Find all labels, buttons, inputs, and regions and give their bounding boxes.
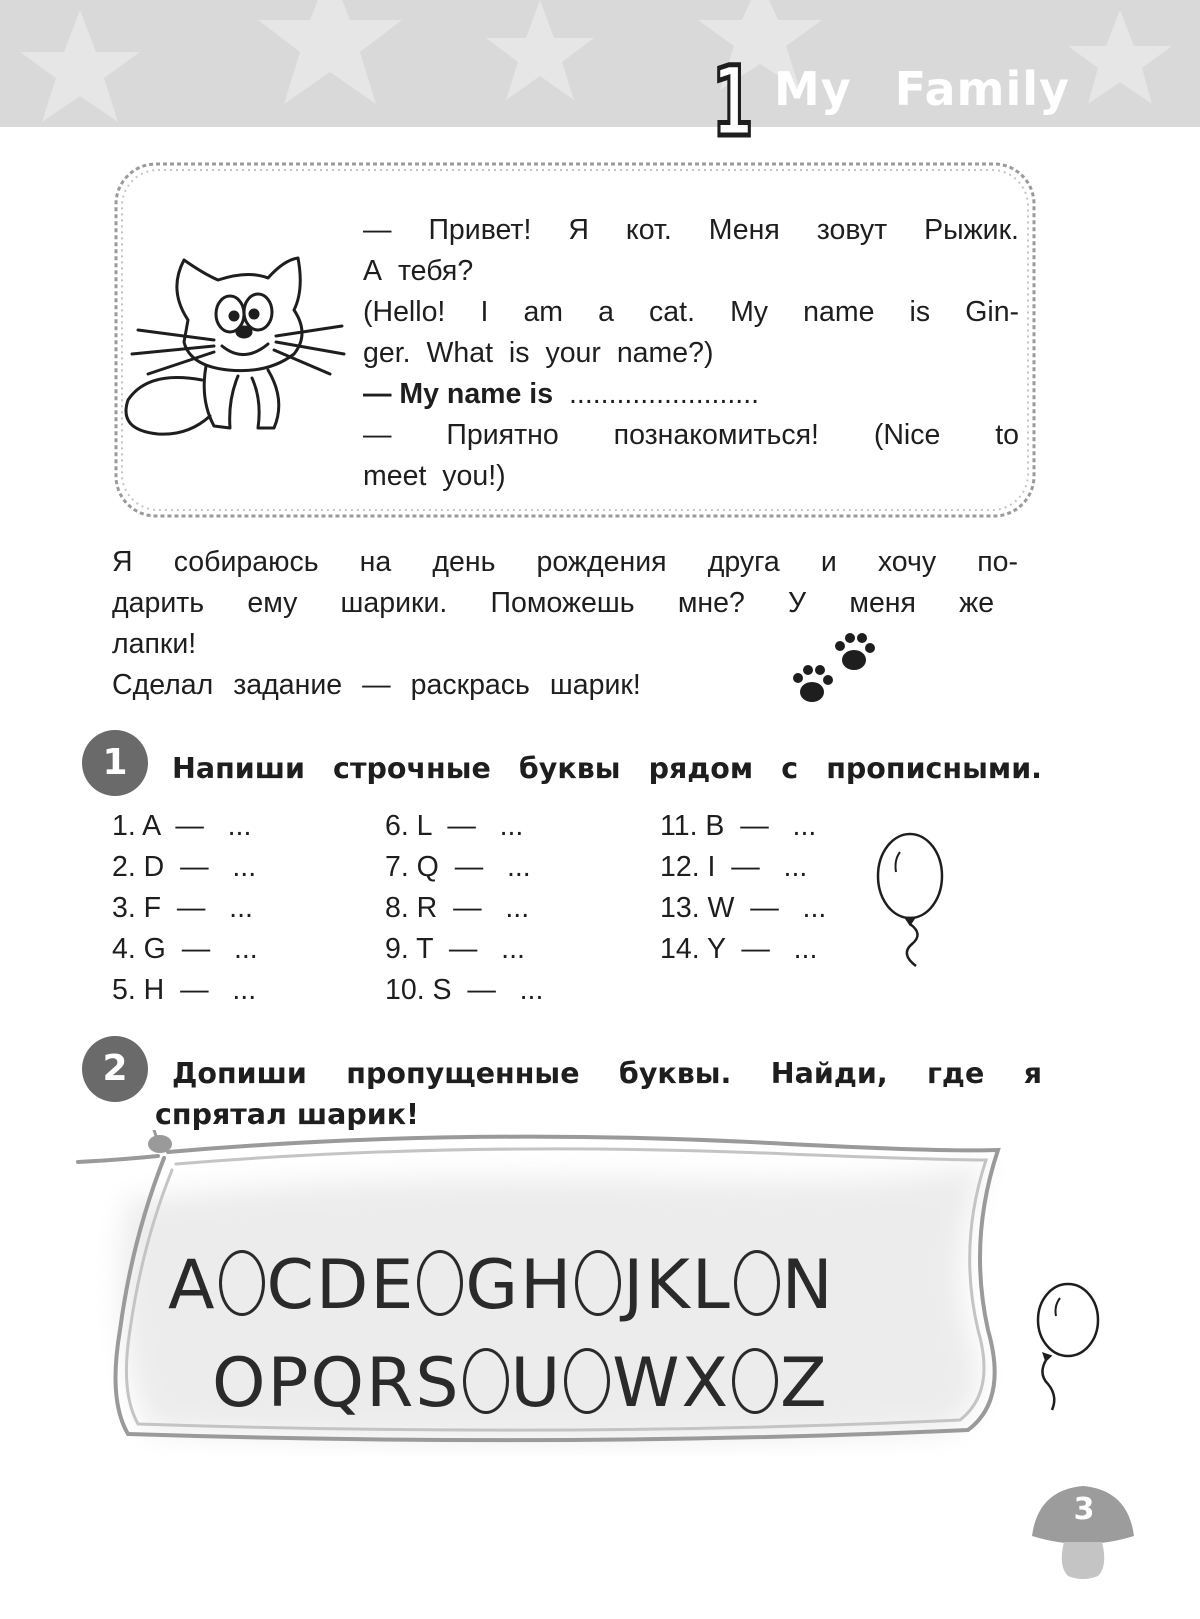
dialog-line-5 [363, 374, 1019, 415]
intro-word: У [788, 587, 807, 619]
heading-word: Допиши [172, 1057, 307, 1090]
page-number: 3 [1073, 1492, 1095, 1527]
dialog-word: My [730, 296, 769, 328]
alphabet-letter: Z [780, 1344, 829, 1423]
letter-pair-row: 8. R — ... [385, 892, 530, 924]
intro-word: ему [247, 587, 298, 619]
dialog-word: cat. [649, 296, 695, 328]
alphabet-letter: A [168, 1246, 217, 1325]
intro-word: и [820, 546, 837, 578]
intro-word: же [959, 587, 995, 619]
dialog-word: a [598, 296, 614, 328]
dialog-answer-blank[interactable]: ........................ [569, 378, 760, 410]
dialog-word: кот. [625, 214, 672, 246]
letter-pair-row: 3. F — ... [112, 892, 253, 924]
dialog-word: is [508, 337, 530, 369]
letters-column-2 [385, 806, 543, 1011]
missing-letter-slot[interactable] [219, 1250, 265, 1316]
alphabet-row-2 [212, 1344, 829, 1423]
dialog-word: Я [568, 214, 589, 246]
dialog-word: I [480, 296, 489, 328]
alphabet-letter: E [370, 1246, 416, 1325]
alphabet-row-1 [168, 1246, 835, 1325]
letter-pair-row: 14. Y — ... [660, 933, 818, 965]
task-2-badge: 2 [82, 1036, 148, 1102]
dialog-word: name?) [616, 337, 714, 369]
dialog-line-4 [363, 333, 1019, 374]
dialog-answer-prompt: — My name is [363, 378, 554, 410]
alphabet-letter: X [681, 1344, 731, 1423]
intro-word: Я [112, 546, 133, 578]
dialog-word: ger. [363, 337, 411, 369]
alphabet-letter: S [415, 1344, 461, 1423]
intro-word: задание [233, 669, 343, 701]
missing-letter-slot[interactable] [564, 1348, 610, 1414]
task-1-badge: 1 [82, 730, 148, 796]
cat-drawing-icon [118, 250, 348, 450]
heading-word: Найди, [770, 1057, 888, 1090]
dialog-word: (Hello! [363, 296, 446, 328]
dialog-word: you!) [442, 460, 506, 492]
dialog-line-1 [363, 210, 1019, 251]
heading-word: пропущенные [346, 1057, 580, 1090]
missing-letter-slot[interactable] [734, 1250, 780, 1316]
intro-word: шарики. [340, 587, 448, 619]
task-2-heading-line-2: спрятал шарик! [155, 1098, 420, 1131]
intro-line-1 [112, 542, 1018, 583]
letter-pair-row: 11. B — ... [660, 810, 817, 842]
dialog-word: познакомиться! [613, 419, 819, 451]
missing-letter-slot[interactable] [575, 1250, 621, 1316]
intro-word: меня [849, 587, 916, 619]
dialog-word: to [995, 419, 1020, 451]
alphabet-letter: G [465, 1246, 521, 1325]
dialog-word: name [803, 296, 875, 328]
letter-pair-row: 4. G — ... [112, 933, 258, 965]
task-2-heading-line-1 [172, 1053, 1042, 1094]
dialog-word: зовут [816, 214, 888, 246]
alphabet-letter: U [510, 1344, 563, 1423]
dialog-word: Рыжик. [924, 214, 1019, 246]
letter-pair-row: 13. W — ... [660, 892, 827, 924]
dialog-word: А [363, 255, 383, 287]
dialog-line-2 [363, 251, 1019, 292]
dialog-word: — Привет! [363, 214, 532, 246]
task-1-heading: Напиши строчные буквы рядом с прописными. [172, 752, 1042, 785]
intro-word: день [432, 546, 496, 578]
intro-word: по- [977, 546, 1019, 578]
alphabet-letter: H [520, 1246, 574, 1325]
letters-column-3 [660, 806, 826, 970]
dialog-word: — Приятно [363, 419, 559, 451]
alphabet-letter: D [316, 1246, 371, 1325]
balloon-icon[interactable] [1034, 1282, 1114, 1412]
dialog-word: is [909, 296, 931, 328]
star-shape [1068, 10, 1172, 104]
paw-prints-icon [792, 632, 892, 712]
intro-word: на [359, 546, 392, 578]
alphabet-letter: J [623, 1246, 646, 1325]
intro-word: шарик! [549, 669, 641, 701]
intro-word: — [362, 669, 391, 701]
intro-line-2 [112, 583, 994, 624]
letter-pair-row: 1. A — ... [112, 810, 252, 842]
unit-title: My Family [774, 62, 1070, 116]
unit-number: 1 [712, 46, 754, 158]
intro-word: рождения [536, 546, 667, 578]
intro-word: Сделал [112, 669, 214, 701]
dialog-word: Gin- [965, 296, 1020, 328]
heading-word: где [927, 1057, 985, 1090]
star-shape [486, 0, 594, 100]
dialog-word: Меня [708, 214, 780, 246]
star-shape [258, 0, 402, 104]
letter-pair-row: 9. T — ... [385, 933, 525, 965]
missing-letter-slot[interactable] [732, 1348, 778, 1414]
star-shape [20, 10, 140, 122]
heading-word: буквы. [618, 1057, 732, 1090]
letter-pair-row: 7. Q — ... [385, 851, 531, 883]
alphabet-letter: P [267, 1344, 311, 1423]
balloon-icon[interactable] [876, 832, 956, 972]
dialog-word: meet [363, 460, 427, 492]
alphabet-letter: C [266, 1246, 317, 1325]
alphabet-letter: N [781, 1246, 835, 1325]
dialog-word: тебя? [397, 255, 474, 287]
letter-pair-row: 2. D — ... [112, 851, 257, 883]
letter-pair-row: 5. H — ... [112, 974, 257, 1006]
letter-pair-row: 12. I — ... [660, 851, 808, 883]
alphabet-letter: W [612, 1344, 682, 1423]
dialog-word: your [545, 337, 601, 369]
dialog-word: What [426, 337, 493, 369]
dialog-text [363, 210, 1019, 497]
alphabet-letter: K [645, 1246, 692, 1325]
intro-word: друга [707, 546, 780, 578]
alphabet-letter: L [691, 1246, 732, 1325]
dialog-word: am [523, 296, 564, 328]
intro-word: раскрась [410, 669, 530, 701]
intro-word: лапки! [112, 628, 197, 660]
intro-word: мне? [677, 587, 745, 619]
intro-word: хочу [877, 546, 937, 578]
heading-word: я [1023, 1057, 1042, 1090]
intro-word: Поможешь [490, 587, 635, 619]
letters-column-1 [112, 806, 258, 1011]
alphabet-letter: Q [310, 1344, 367, 1423]
dialog-line-3 [363, 292, 1019, 333]
dialog-line-6 [363, 415, 1019, 456]
task-2-heading [155, 1053, 1042, 1135]
intro-word: собираюсь [173, 546, 319, 578]
letter-pair-row: 10. S — ... [385, 974, 544, 1006]
missing-letter-slot[interactable] [463, 1348, 509, 1414]
dialog-word: (Nice [873, 419, 941, 451]
missing-letter-slot[interactable] [417, 1250, 463, 1316]
dialog-line-7 [363, 456, 1019, 497]
intro-word: дарить [112, 587, 205, 619]
alphabet-letter: O [212, 1344, 268, 1423]
panel-knot-icon [148, 1135, 172, 1153]
alphabet-letter: R [366, 1344, 416, 1423]
letter-pair-row: 6. L — ... [385, 810, 524, 842]
